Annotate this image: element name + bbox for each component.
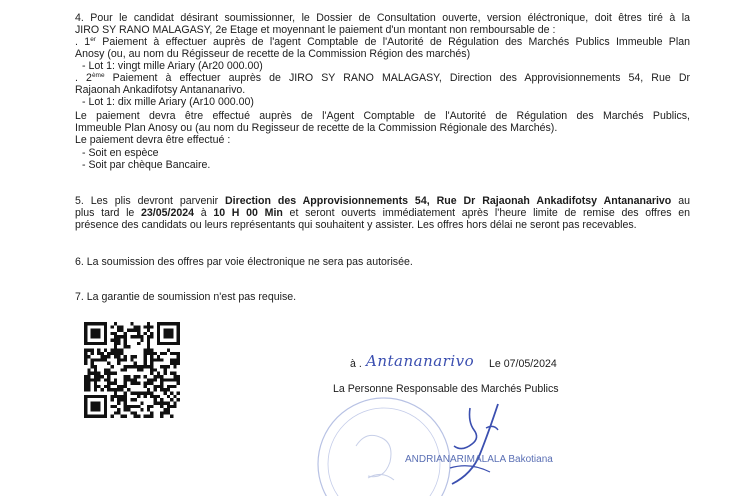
qr-code-icon — [84, 322, 180, 418]
payment-option-cash: - Soit en espèce — [82, 147, 159, 159]
payment2-ordinal: ème — [91, 72, 105, 79]
payment-note-line1: Le paiement devra être effectué auprès de l'Agent Comptable de l'Autorité de Régulation des Marchés Publics, — [75, 110, 690, 122]
section5-date: 23/05/2024 — [141, 207, 195, 219]
payment2-line1 — [75, 72, 690, 84]
payment1-line2: Anosy (ou, au nom du Régisseur de recette de la Commission Région des marchés) — [75, 48, 471, 60]
payment2-number: . 2 — [75, 72, 92, 84]
lot1-amount-second: - Lot 1: dix mille Ariary (Ar10 000.00) — [82, 96, 254, 108]
payment-option-check: - Soit par chèque Bancaire. — [82, 159, 211, 171]
section5-intro: 5. Les plis devront parvenir — [75, 195, 226, 207]
payment2-line2: Rajaonah Ankadifotsy Antananarivo. — [75, 84, 246, 96]
section4-line1: 4. Pour le candidat désirant soumissionner, le Dossier de Consultation ouverte, version éléctronique, doit êtres tiré à la — [75, 12, 690, 24]
signatory-name: ANDRIANARIMALALA Bakotiana — [405, 454, 553, 465]
section5-line2 — [75, 207, 690, 219]
payment2-text: Paiement à effectuer auprès de JIRO SY RANO MALAGASY, Direction des Approvisionnements 54, Rue Dr — [104, 72, 690, 84]
payment1-number: . 1 — [75, 36, 91, 48]
payment-note-line3: Le paiement devra être effectué : — [75, 134, 231, 146]
section5-after-time: et seront ouverts immédiatement après l'heure limite de remise des offres en — [282, 207, 691, 219]
signature-place-prefix: à . — [350, 358, 362, 370]
section6-text: 6. La soumission des offres par voie électronique ne sera pas autorisée. — [75, 256, 413, 268]
section5-address: Direction des Approvisionnements 54, Rue Dr Rajaonah Ankadifotsy Antananarivo — [225, 195, 672, 207]
section5-plus-tard: plus tard le — [75, 207, 142, 219]
payment1-line1 — [75, 36, 690, 48]
signature-date: Le 07/05/2024 — [489, 358, 557, 370]
section5-line1 — [75, 195, 690, 207]
section5-au: au — [671, 195, 690, 207]
handwritten-signature-icon — [440, 398, 530, 490]
section5-a: à — [194, 207, 214, 219]
section7-text: 7. La garantie de soumission n'est pas requise. — [75, 291, 297, 303]
section5-line3: présence des candidats ou leurs représentants qui souhaitent y assister. Les offres hors délai ne seront pas recevables. — [75, 219, 637, 231]
payment1-ordinal: er — [90, 36, 96, 43]
section4-line2: JIRO SY RANO MALAGASY, 2e Etage et moyennant le paiement d'un montant non remboursable de : — [75, 24, 556, 36]
signature-place: Antananarivo — [366, 352, 475, 370]
payment-note-line2: Immeuble Plan Anosy ou (au nom du Regisseur de recette de la Commission Régionale des Marchés). — [75, 122, 558, 134]
signature-role: La Personne Responsable des Marchés Publics — [333, 383, 559, 395]
payment1-text: Paiement à effectuer auprès de l'agent Comptable de l'Autorité de Régulation des Marchés Publics Immeuble Plan — [95, 36, 691, 48]
lot1-amount-first: - Lot 1: vingt mille Ariary (Ar20 000.00) — [82, 60, 263, 72]
section5-time: 10 H 00 Min — [213, 207, 283, 219]
